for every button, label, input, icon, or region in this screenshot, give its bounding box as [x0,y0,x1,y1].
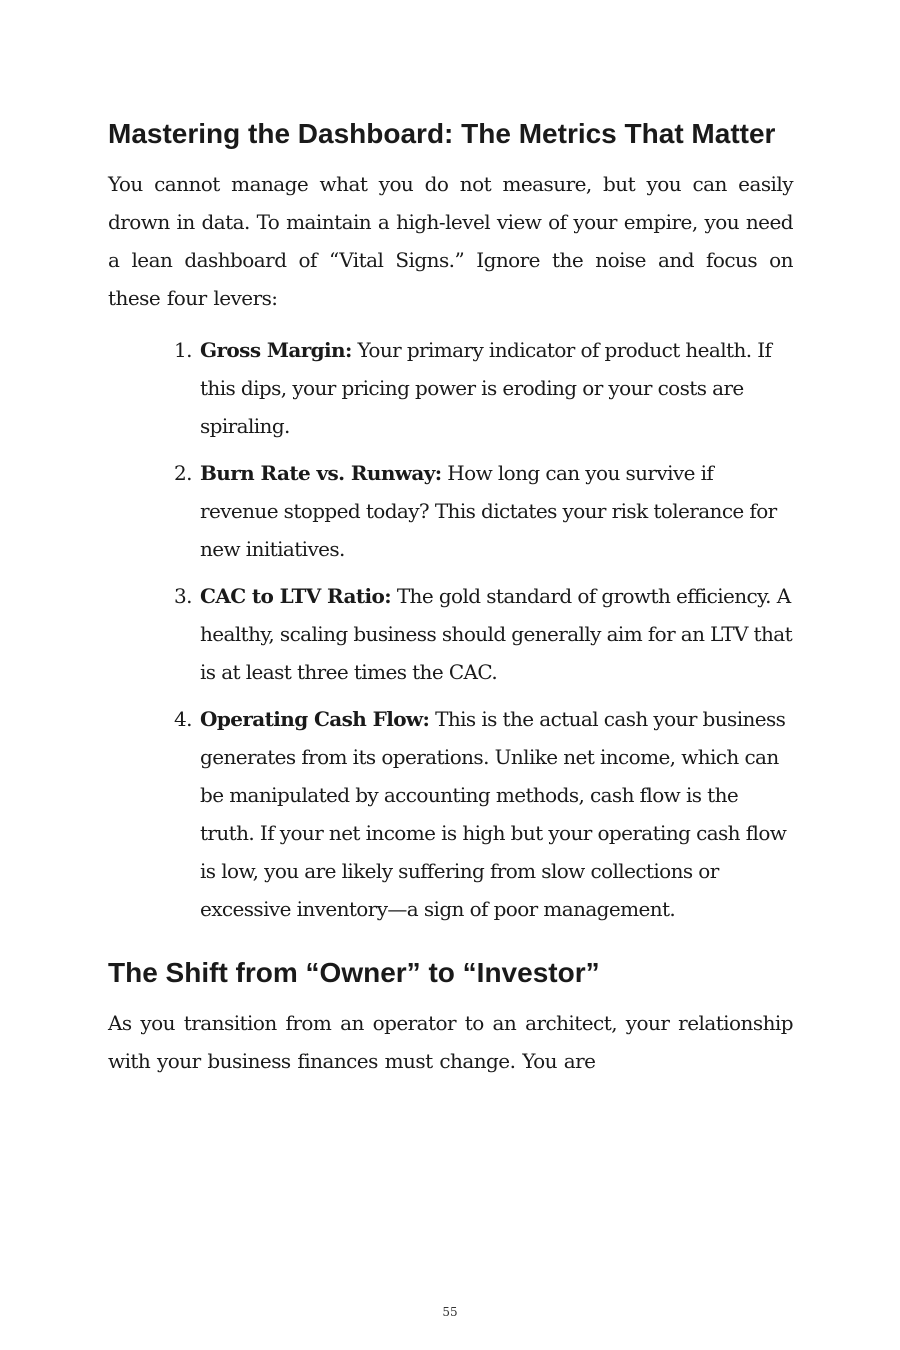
page-content [108,117,793,1080]
list-item [174,577,793,691]
list-item-term: Gross Margin: [200,338,352,362]
list-item-number: 3. [174,584,192,608]
metrics-list [108,331,793,928]
intro-paragraph: You cannot manage what you do not measure, but you can easily drown in data. To maintain a high-level view of your empire, you need a lean dashboard of “Vital Signs.” Ignore the noise and focus on these four levers: [108,172,793,310]
list-item-text: Your primary indicator of product health. If this dips, your pricing power is eroding or your costs are spiraling. [200,338,772,438]
page-number: 55 [442,1305,458,1319]
list-item-number: 1. [174,338,192,362]
list-item-number: 4. [174,707,192,731]
list-item-text: How long can you survive if revenue stopped today? This dictates your risk tolerance for new initiatives. [200,461,777,561]
list-item-term: CAC to LTV Ratio: [200,584,392,608]
list-item-text: This is the actual cash your business generates from its operations. Unlike net income, which can be manipulated by accounting methods, cash flow is the truth. If your net income is high but your operating cash flow is low, you are likely suffering from slow collections or excessive inventory—a sign of poor management. [200,707,787,921]
list-item-term: Burn Rate vs. Runway: [200,461,442,485]
section-heading-shift: The Shift from “Owner” to “Investor” [108,957,600,988]
list-item-term: Operating Cash Flow: [200,707,430,731]
list-item [174,331,793,445]
section-heading-dashboard: Mastering the Dashboard: The Metrics That Matter [108,118,776,149]
list-item-text: The gold standard of growth efficiency. A healthy, scaling business should generally aim for an LTV that is at least three times the CAC. [200,584,793,684]
list-item-number: 2. [174,461,192,485]
list-item [174,700,793,928]
list-item [174,454,793,568]
shift-paragraph: As you transition from an operator to an architect, your relationship with your business finances must change. You are [108,1011,793,1073]
